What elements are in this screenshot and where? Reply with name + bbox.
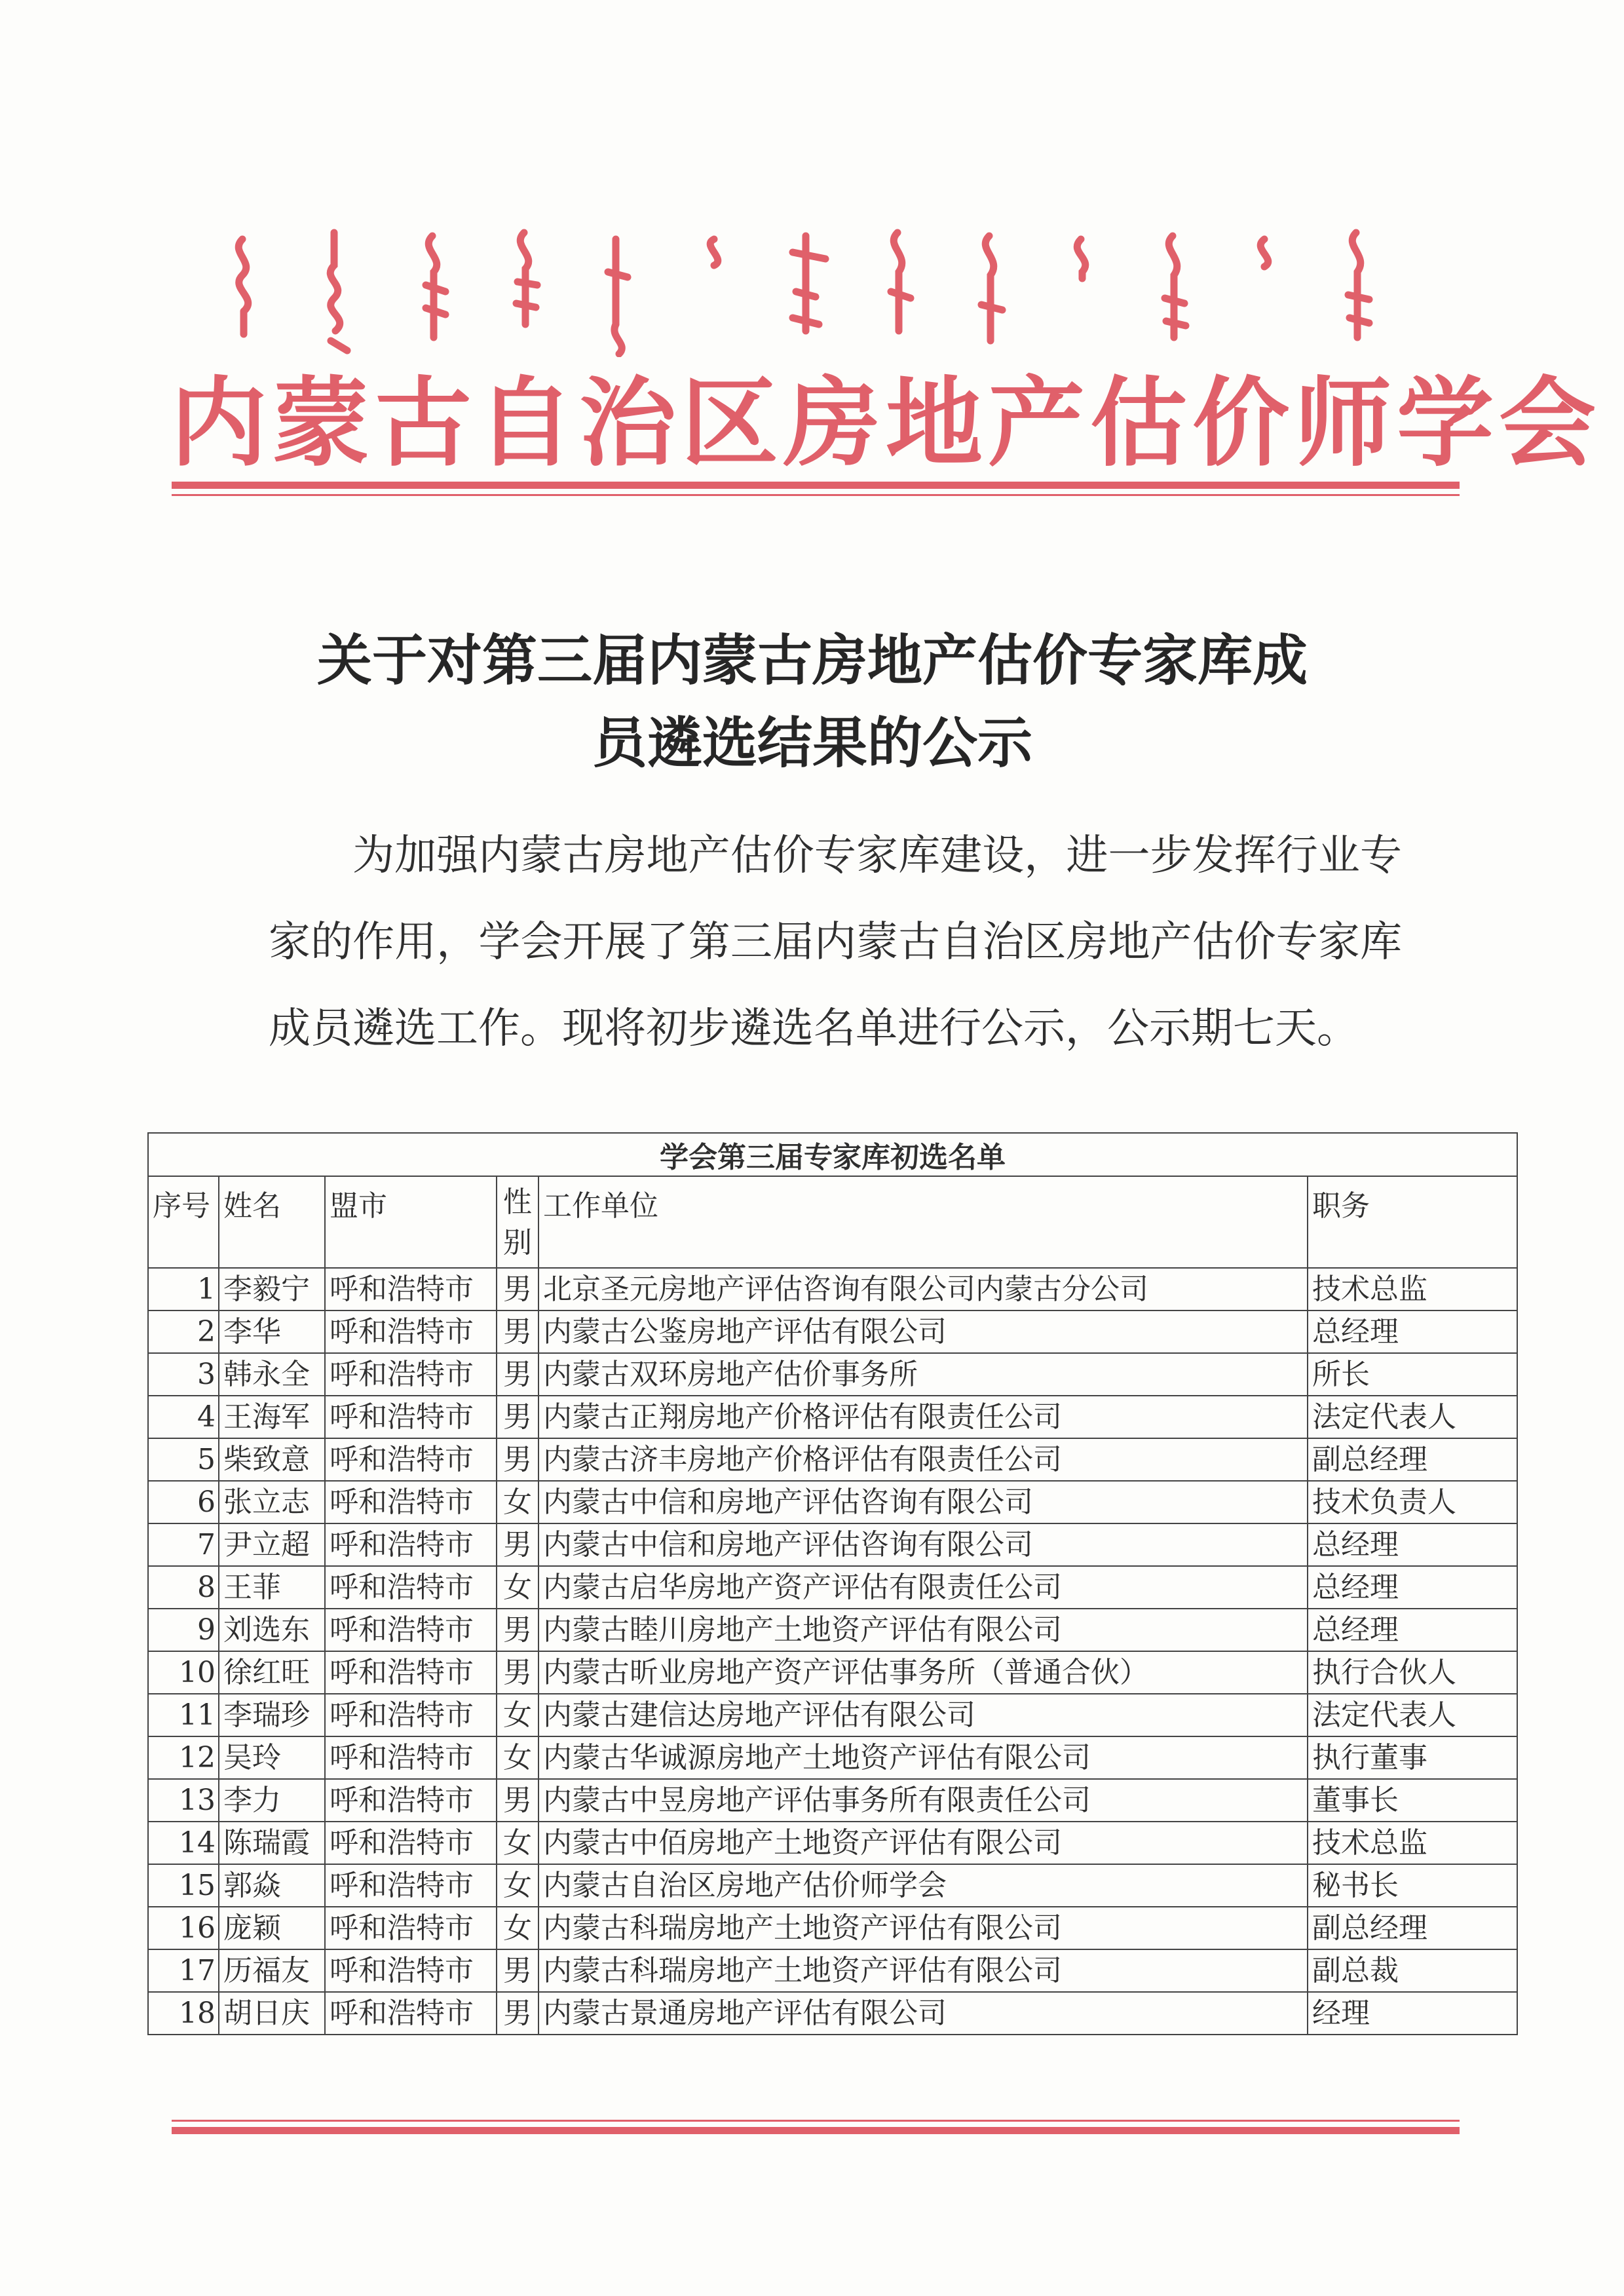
- organization-name: 内蒙古自治区房地产估价师学会: [170, 366, 1601, 480]
- document-title: [197, 619, 1428, 784]
- cell-city: 呼和浩特市: [325, 1736, 497, 1779]
- cell-gender: 男: [497, 1311, 538, 1353]
- cell-index: 13: [148, 1779, 219, 1822]
- cell-city: 呼和浩特市: [325, 1609, 497, 1651]
- cell-employer: 内蒙古中信和房地产评估咨询有限公司: [538, 1481, 1308, 1523]
- table-row: [148, 1438, 1517, 1481]
- cell-employer: 内蒙古睦川房地产土地资产评估有限公司: [538, 1609, 1308, 1651]
- cell-name: 徐红旺: [219, 1651, 325, 1694]
- cell-gender: 女: [497, 1822, 538, 1864]
- header-name: 姓名: [219, 1176, 325, 1268]
- cell-index: 2: [148, 1311, 219, 1353]
- cell-gender: 男: [497, 1949, 538, 1992]
- cell-gender: 男: [497, 1438, 538, 1481]
- intro-paragraph: 为加强内蒙古房地产估价专家库建设，进一步发挥行业专家的作用，学会开展了第三届内蒙古自治区房地产估价专家库成员遴选工作。现将初步遴选名单进行公示，公示期七天。: [269, 832, 1402, 1053]
- cell-name: 张立志: [219, 1481, 325, 1523]
- cell-index: 5: [148, 1438, 219, 1481]
- cell-employer: 北京圣元房地产评估咨询有限公司内蒙古分公司: [538, 1268, 1308, 1311]
- cell-gender: 男: [497, 1779, 538, 1822]
- cell-city: 呼和浩特市: [325, 1822, 497, 1864]
- cell-city: 呼和浩特市: [325, 1268, 497, 1311]
- cell-employer: 内蒙古中佰房地产土地资产评估有限公司: [538, 1822, 1308, 1864]
- cell-name: 庞颖: [219, 1907, 325, 1949]
- cell-city: 呼和浩特市: [325, 1907, 497, 1949]
- cell-city: 呼和浩特市: [325, 1651, 497, 1694]
- cell-index: 4: [148, 1396, 219, 1438]
- table-row: [148, 1609, 1517, 1651]
- cell-name: 韩永全: [219, 1353, 325, 1396]
- table-caption: 学会第三届专家库初选名单: [148, 1133, 1517, 1176]
- cell-gender: 男: [497, 1992, 538, 2035]
- header-employer: 工作单位: [538, 1176, 1308, 1268]
- cell-index: 7: [148, 1523, 219, 1566]
- cell-employer: 内蒙古自治区房地产估价师学会: [538, 1864, 1308, 1907]
- cell-city: 呼和浩特市: [325, 1992, 497, 2035]
- table-row: [148, 1651, 1517, 1694]
- cell-index: 12: [148, 1736, 219, 1779]
- cell-name: 历福友: [219, 1949, 325, 1992]
- cell-employer: 内蒙古建信达房地产评估有限公司: [538, 1694, 1308, 1736]
- table-row: [148, 1481, 1517, 1523]
- cell-gender: 男: [497, 1396, 538, 1438]
- cell-index: 15: [148, 1864, 219, 1907]
- cell-gender: 女: [497, 1481, 538, 1523]
- cell-position: 经理: [1308, 1992, 1517, 2035]
- cell-gender: 男: [497, 1268, 538, 1311]
- mongolian-script-name: [216, 226, 1441, 357]
- cell-position: 法定代表人: [1308, 1694, 1517, 1736]
- cell-gender: 女: [497, 1864, 538, 1907]
- cell-index: 11: [148, 1694, 219, 1736]
- header-city: 盟市: [325, 1176, 497, 1268]
- table-row: [148, 1822, 1517, 1864]
- cell-employer: 内蒙古华诚源房地产土地资产评估有限公司: [538, 1736, 1308, 1779]
- cell-gender: 男: [497, 1651, 538, 1694]
- cell-index: 6: [148, 1481, 219, 1523]
- cell-employer: 内蒙古正翔房地产价格评估有限责任公司: [538, 1396, 1308, 1438]
- cell-position: 秘书长: [1308, 1864, 1517, 1907]
- cell-name: 陈瑞霞: [219, 1822, 325, 1864]
- cell-city: 呼和浩特市: [325, 1353, 497, 1396]
- cell-employer: 内蒙古济丰房地产价格评估有限责任公司: [538, 1438, 1308, 1481]
- table-row: [148, 1396, 1517, 1438]
- cell-employer: 内蒙古科瑞房地产土地资产评估有限公司: [538, 1949, 1308, 1992]
- cell-index: 18: [148, 1992, 219, 2035]
- cell-employer: 内蒙古中昱房地产评估事务所有限责任公司: [538, 1779, 1308, 1822]
- footer-divider: [172, 2120, 1460, 2134]
- cell-position: 所长: [1308, 1353, 1517, 1396]
- title-line-2: 员遴选结果的公示: [592, 711, 1032, 775]
- letterhead-divider: [172, 482, 1460, 496]
- cell-name: 郭焱: [219, 1864, 325, 1907]
- table-row: [148, 1864, 1517, 1907]
- table-row: [148, 1311, 1517, 1353]
- cell-name: 王菲: [219, 1566, 325, 1609]
- cell-employer: 内蒙古中信和房地产评估咨询有限公司: [538, 1523, 1308, 1566]
- cell-city: 呼和浩特市: [325, 1523, 497, 1566]
- cell-city: 呼和浩特市: [325, 1396, 497, 1438]
- cell-position: 总经理: [1308, 1609, 1517, 1651]
- cell-index: 17: [148, 1949, 219, 1992]
- cell-employer: 内蒙古科瑞房地产土地资产评估有限公司: [538, 1907, 1308, 1949]
- cell-name: 李力: [219, 1779, 325, 1822]
- title-line-1: 关于对第三届内蒙古房地产估价专家库成: [316, 628, 1308, 693]
- cell-name: 柴致意: [219, 1438, 325, 1481]
- cell-gender: 男: [497, 1609, 538, 1651]
- cell-position: 总经理: [1308, 1566, 1517, 1609]
- table-row: [148, 1736, 1517, 1779]
- cell-city: 呼和浩特市: [325, 1438, 497, 1481]
- table-row: [148, 1353, 1517, 1396]
- header-position: 职务: [1308, 1176, 1517, 1268]
- cell-index: 10: [148, 1651, 219, 1694]
- cell-gender: 女: [497, 1566, 538, 1609]
- cell-city: 呼和浩特市: [325, 1311, 497, 1353]
- cell-gender: 女: [497, 1694, 538, 1736]
- cell-position: 执行董事: [1308, 1736, 1517, 1779]
- table-row: [148, 1268, 1517, 1311]
- cell-index: 16: [148, 1907, 219, 1949]
- cell-position: 副总经理: [1308, 1907, 1517, 1949]
- cell-name: 李毅宁: [219, 1268, 325, 1311]
- cell-position: 法定代表人: [1308, 1396, 1517, 1438]
- cell-employer: 内蒙古双环房地产估价事务所: [538, 1353, 1308, 1396]
- cell-employer: 内蒙古景通房地产评估有限公司: [538, 1992, 1308, 2035]
- table-row: [148, 1694, 1517, 1736]
- cell-employer: 内蒙古公鉴房地产评估有限公司: [538, 1311, 1308, 1353]
- cell-index: 1: [148, 1268, 219, 1311]
- cell-name: 吴玲: [219, 1736, 325, 1779]
- cell-city: 呼和浩特市: [325, 1864, 497, 1907]
- cell-position: 副总裁: [1308, 1949, 1517, 1992]
- cell-position: 副总经理: [1308, 1438, 1517, 1481]
- table-row: [148, 1566, 1517, 1609]
- cell-name: 李华: [219, 1311, 325, 1353]
- cell-gender: 男: [497, 1523, 538, 1566]
- cell-city: 呼和浩特市: [325, 1566, 497, 1609]
- cell-gender: 女: [497, 1736, 538, 1779]
- cell-index: 3: [148, 1353, 219, 1396]
- cell-employer: 内蒙古昕业房地产资产评估事务所（普通合伙）: [538, 1651, 1308, 1694]
- header-gender: 性别: [497, 1176, 538, 1268]
- table-row: [148, 1992, 1517, 2035]
- cell-city: 呼和浩特市: [325, 1779, 497, 1822]
- expert-roster-table: [147, 1132, 1518, 2035]
- table-row: [148, 1523, 1517, 1566]
- cell-position: 技术总监: [1308, 1822, 1517, 1864]
- cell-index: 14: [148, 1822, 219, 1864]
- cell-name: 胡日庆: [219, 1992, 325, 2035]
- table-header-row: [148, 1176, 1517, 1268]
- cell-name: 王海军: [219, 1396, 325, 1438]
- cell-city: 呼和浩特市: [325, 1949, 497, 1992]
- cell-position: 总经理: [1308, 1311, 1517, 1353]
- cell-position: 技术负责人: [1308, 1481, 1517, 1523]
- header-index: 序号: [148, 1176, 219, 1268]
- cell-name: 李瑞珍: [219, 1694, 325, 1736]
- cell-position: 执行合伙人: [1308, 1651, 1517, 1694]
- table-row: [148, 1949, 1517, 1992]
- cell-index: 9: [148, 1609, 219, 1651]
- table-row: [148, 1779, 1517, 1822]
- cell-name: 尹立超: [219, 1523, 325, 1566]
- cell-gender: 男: [497, 1353, 538, 1396]
- cell-city: 呼和浩特市: [325, 1481, 497, 1523]
- cell-position: 总经理: [1308, 1523, 1517, 1566]
- cell-name: 刘选东: [219, 1609, 325, 1651]
- cell-city: 呼和浩特市: [325, 1694, 497, 1736]
- cell-position: 技术总监: [1308, 1268, 1517, 1311]
- cell-index: 8: [148, 1566, 219, 1609]
- table-row: [148, 1907, 1517, 1949]
- cell-position: 董事长: [1308, 1779, 1517, 1822]
- cell-employer: 内蒙古启华房地产资产评估有限责任公司: [538, 1566, 1308, 1609]
- cell-gender: 女: [497, 1907, 538, 1949]
